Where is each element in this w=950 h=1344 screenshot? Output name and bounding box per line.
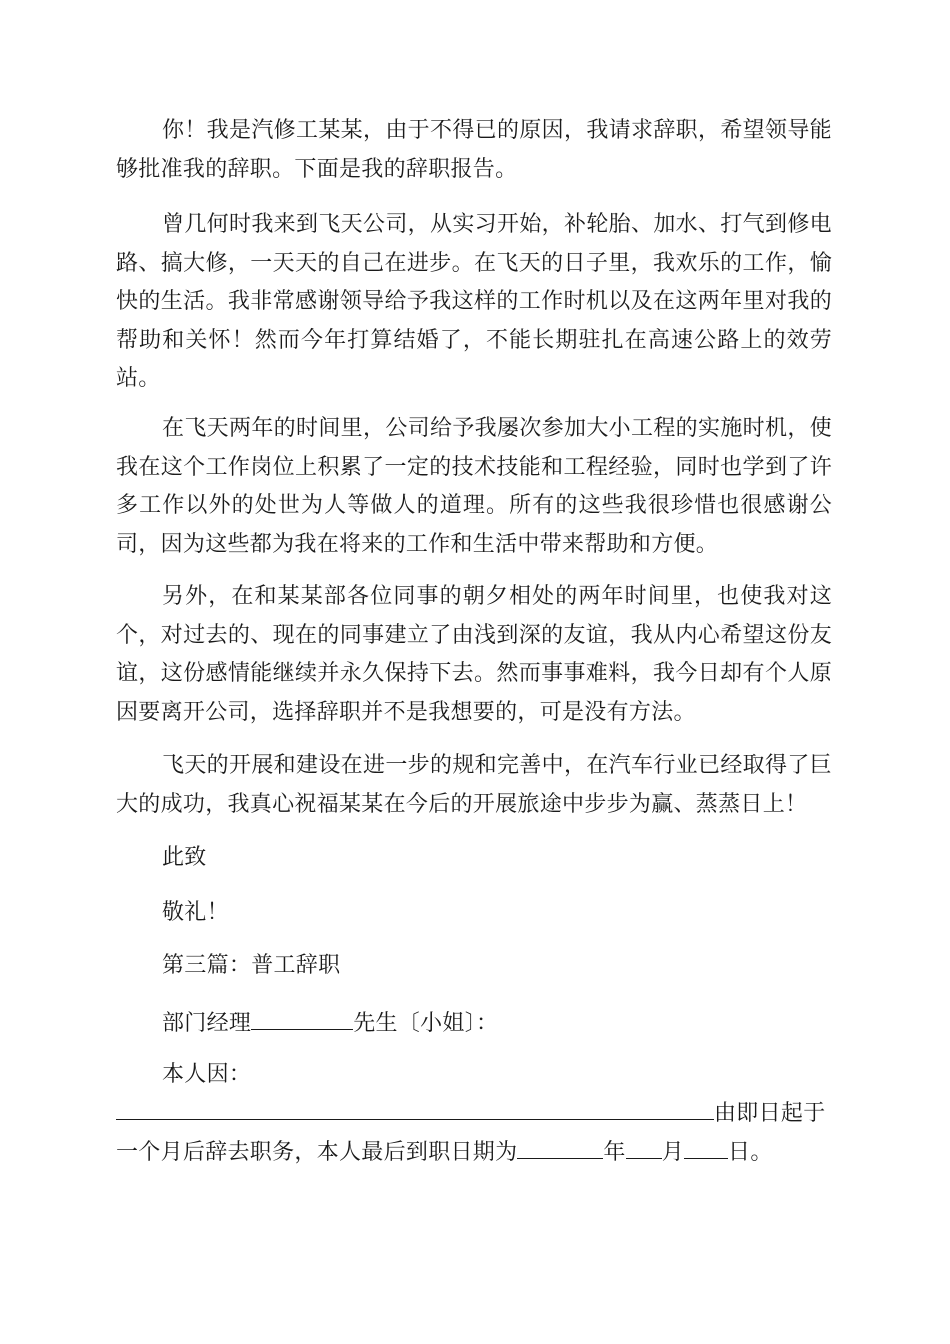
resign-tail: 由即日起于	[714, 1101, 826, 1126]
reason-blank[interactable]	[116, 1093, 714, 1120]
addressee-prefix: 部门经理	[162, 1011, 252, 1036]
year-blank[interactable]	[517, 1132, 603, 1159]
paragraph-history: 曾几何时我来到飞天公司，从实习开始，补轮胎、加水、打气到修电路、搞大修，一天天的自己在进步。在飞天的日子里，我欢乐的工作，愉快的生活。我非常感谢领导给予我这样的工作时机以及在这两年里对我的帮助和关怀！然而今年打算结婚了，不能长期驻扎在高速公路上的效劳站。	[116, 212, 832, 391]
paragraph-opening: 你！我是汽修工某某，由于不得已的原因，我请求辞职，希望领导能够批准我的辞职。下面是我的辞职报告。	[116, 118, 832, 182]
addressee-line	[162, 1003, 498, 1044]
addressee-suffix: 先生〔小姐〕：	[353, 1011, 499, 1036]
paragraph-blessing: 飞天的开展和建设在进一步的规和完善中，在汽车行业已经取得了巨大的成功，我真心祝福某某在今后的开展旅途中步步为赢、蒸蒸日上！	[116, 753, 832, 817]
closing-greeting: 此致	[162, 845, 207, 870]
year-label: 年	[603, 1140, 626, 1165]
reason-line	[116, 1093, 826, 1134]
month-blank[interactable]	[626, 1132, 662, 1159]
day-label: 日。	[728, 1140, 773, 1165]
last-day-line	[116, 1132, 773, 1173]
manager-name-blank[interactable]	[251, 1003, 353, 1030]
section-title: 第三篇：普工辞职	[162, 953, 341, 978]
last-day-prefix: 一个月后辞去职务，本人最后到职日期为	[116, 1140, 518, 1165]
day-blank[interactable]	[684, 1132, 728, 1159]
closing-salute: 敬礼！	[162, 900, 229, 925]
reason-label: 本人因：	[162, 1062, 252, 1087]
paragraph-colleagues: 另外，在和某某部各位同事的朝夕相处的两年时间里，也使我对这个，对过去的、现在的同事建立了由浅到深的友谊，我从内心希望这份友谊，这份感情能继续并永久保持下去。然而事事难料，我今日却有个人原因要离开公司，选择辞职并不是我想要的，可是没有方法。	[116, 584, 832, 725]
paragraph-experience: 在飞天两年的时间里，公司给予我屡次参加大小工程的实施时机，使我在这个工作岗位上积累了一定的技术技能和工程经验，同时也学到了许多工作以外的处世为人等做人的道理。所有的这些我很珍惜也很感谢公司，因为这些都为我在将来的工作和生活中带来帮助和方便。	[116, 416, 832, 557]
month-label: 月	[661, 1140, 685, 1165]
